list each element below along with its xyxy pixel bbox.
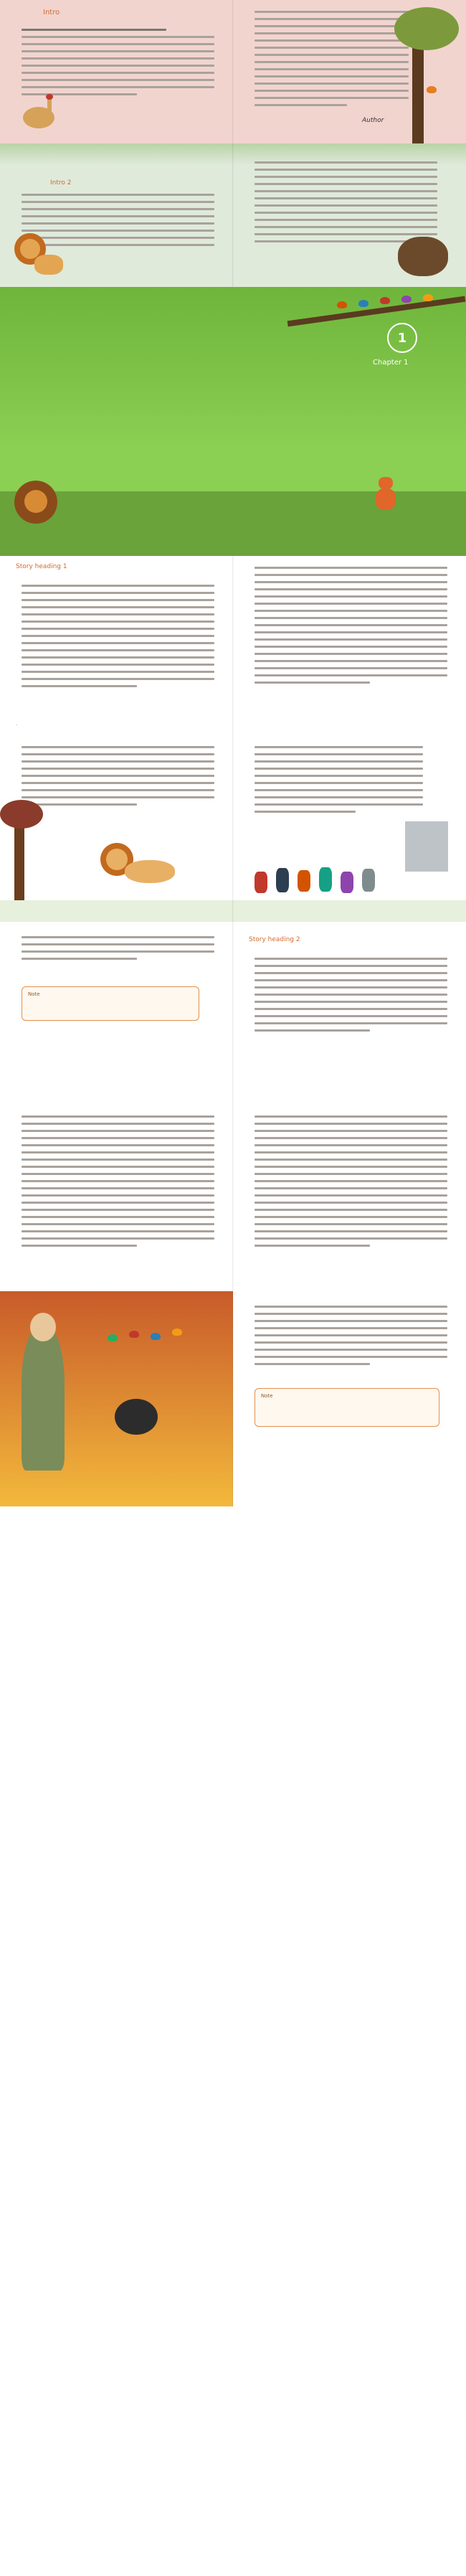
story4-right-page xyxy=(233,1105,466,1291)
bird-icon xyxy=(380,297,390,304)
story1-right-page xyxy=(233,556,466,735)
intro-spread-pink xyxy=(0,0,466,143)
bird-icon xyxy=(108,1334,118,1341)
house-illustration xyxy=(405,821,448,872)
figure-illustration xyxy=(22,1327,65,1471)
bird-icon xyxy=(172,1329,182,1336)
chapter-opener-lower xyxy=(0,448,466,556)
chapter-opener-spread xyxy=(0,287,466,448)
note-box: Note xyxy=(255,1388,439,1427)
blank-area xyxy=(0,1506,466,2576)
bird-icon xyxy=(337,301,347,308)
story-spread-2 xyxy=(0,735,466,922)
story5-text-right xyxy=(255,1306,447,1370)
tree-foliage xyxy=(394,7,459,50)
story3-right-page xyxy=(233,922,466,1105)
story1-heading: Story heading 1 xyxy=(16,563,67,570)
ostrich-illustration xyxy=(16,97,66,133)
bird-icon xyxy=(151,1333,161,1340)
tree-trunk xyxy=(14,814,24,915)
story1-left-page: Story heading 1 · xyxy=(0,556,233,735)
chapter-title: Chapter 1 xyxy=(373,359,409,367)
bird-icon xyxy=(358,300,368,307)
story4-text-left xyxy=(22,1115,214,1252)
crow-illustration xyxy=(115,1399,158,1435)
bird-icon xyxy=(401,296,412,303)
crowd-illustration xyxy=(255,857,398,900)
story3-left-page xyxy=(0,922,233,1105)
story1-text-left xyxy=(22,585,214,692)
bird-icon xyxy=(427,86,437,93)
chapter-number: 1 xyxy=(387,323,417,353)
story3-text-right xyxy=(255,958,447,1037)
intro2-heading: Intro 2 xyxy=(50,179,72,187)
story3-text-left xyxy=(22,936,214,965)
intro-right-page xyxy=(233,0,466,143)
story4-text-right xyxy=(255,1115,447,1252)
note-box: Note xyxy=(22,986,199,1021)
intro-text-block-1 xyxy=(22,29,214,100)
intro2-left-page xyxy=(0,143,233,287)
intro-heading: Intro xyxy=(43,9,60,16)
intro-spread-green xyxy=(0,143,466,287)
bird-icon xyxy=(423,294,433,301)
bear-illustration xyxy=(398,237,448,276)
story-spread-4 xyxy=(0,1105,466,1291)
story5-left-page-illustration xyxy=(0,1291,233,1506)
figure-face-illustration xyxy=(30,1313,56,1341)
intro-left-page xyxy=(0,0,233,143)
fox-illustration xyxy=(373,477,401,516)
lion-illustration xyxy=(14,233,65,280)
story4-left-page xyxy=(0,1105,233,1291)
story2-right-page xyxy=(233,735,466,922)
story2-text-right xyxy=(255,746,423,818)
story5-right-page xyxy=(233,1291,466,1506)
story-spread-3 xyxy=(0,922,466,1105)
story2-text-left xyxy=(22,746,214,811)
bird-icon xyxy=(129,1331,139,1338)
intro-text-block-2 xyxy=(255,11,409,111)
story-spread-5 xyxy=(0,1291,466,1506)
author-signature: Author xyxy=(362,117,384,124)
lion-face-illustration xyxy=(24,490,47,513)
lion-running-illustration xyxy=(100,843,179,893)
story2-left-page xyxy=(0,735,233,922)
story-spread-1 xyxy=(0,556,466,735)
intro2-right-page xyxy=(233,143,466,287)
story1-text-right xyxy=(255,567,447,689)
intro2-text-block-2 xyxy=(255,161,437,247)
tree-foliage xyxy=(0,800,43,829)
story3-heading: Story heading 2 xyxy=(249,936,300,943)
